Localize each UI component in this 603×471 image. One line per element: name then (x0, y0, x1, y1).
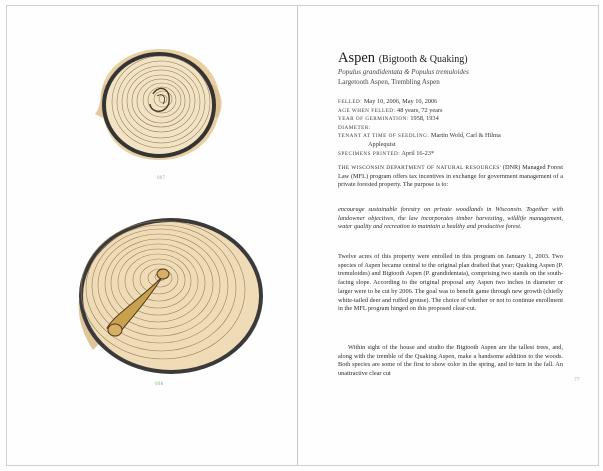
right-page (298, 6, 598, 465)
meta-row: DIAMETER: (338, 124, 371, 131)
meta-row: FELLED: May 10, 2006, May 10, 2006 (338, 98, 438, 105)
specimen-metadata (338, 98, 568, 158)
meta-row: SPECIMENS PRINTED: April 16-23* (338, 149, 435, 157)
entry-title-main: Aspen (338, 50, 376, 66)
page-number: 77 (574, 377, 580, 383)
entry-title-paren: (Bigtooth & Quaking) (378, 54, 468, 65)
specimen-top-image (93, 44, 225, 166)
meta-row: AGE WHEN FELLED: 48 years, 72 years (338, 106, 443, 114)
book-spread (6, 5, 599, 466)
paragraph-1: THE WISCONSIN DEPARTMENT OF NATURAL RESOURCES' (DNR) Managed Forest Law (MFL) program offers tax incentives in exchange for government management of a private forested property. The purpose is to: (338, 164, 563, 189)
paragraph-quote: encourage sustainable forestry on private woodlands in Wisconsin. Together with landowner objectives, the law incorporates timber harvesting, wildlife management, water quality and recreation to maintain a healthy and productive forest. (338, 206, 563, 231)
meta-row: YEAR OF GERMINATION: 1958, 1934 (338, 115, 439, 123)
meta-row: Applequist (368, 140, 396, 148)
entry-title (338, 50, 468, 67)
paragraph-3: Twelve acres of this property were enrolled in this program on January 1, 2003. Two species of Aspen became central to the original plan drafted that year; Quaking Aspen (P. tremuloides) and Bigtooth Aspen (P. grandidentata), comprising two stands on the south-facing slope. According to the original proposal any Aspen two inches in diameter or larger were to be cut by 2006. The goal was to benefit game through new growth (chiefly white-tailed deer and ruffed grouse). The choice of whether or not to continue enrollment in the MFL program hinged on this proposed clear-cut. (338, 253, 563, 313)
specimen-bottom-caption: 008 (155, 382, 164, 387)
specimen-top-caption: 007 (157, 176, 166, 181)
paragraph-4: Within sight of the house and studio the Bigtooth Aspen are the tallest trees, and, along with the tremble of the Quaking Aspen, make a handsome addition to the woods. Both species are some of the first to show color in the spring, and to turn in the fall. An unattractive clear cut (338, 344, 563, 378)
common-names: Largetooth Aspen, Trembling Aspen (338, 78, 440, 86)
specimen-bottom-image (71, 210, 267, 380)
meta-row: TENANT AT TIME OF SEEDLING: Martin Wold, Carl & Hilma (338, 132, 501, 140)
left-page (7, 6, 297, 465)
scientific-name: Populus grandidentata & Populus tremuloides (338, 68, 469, 76)
